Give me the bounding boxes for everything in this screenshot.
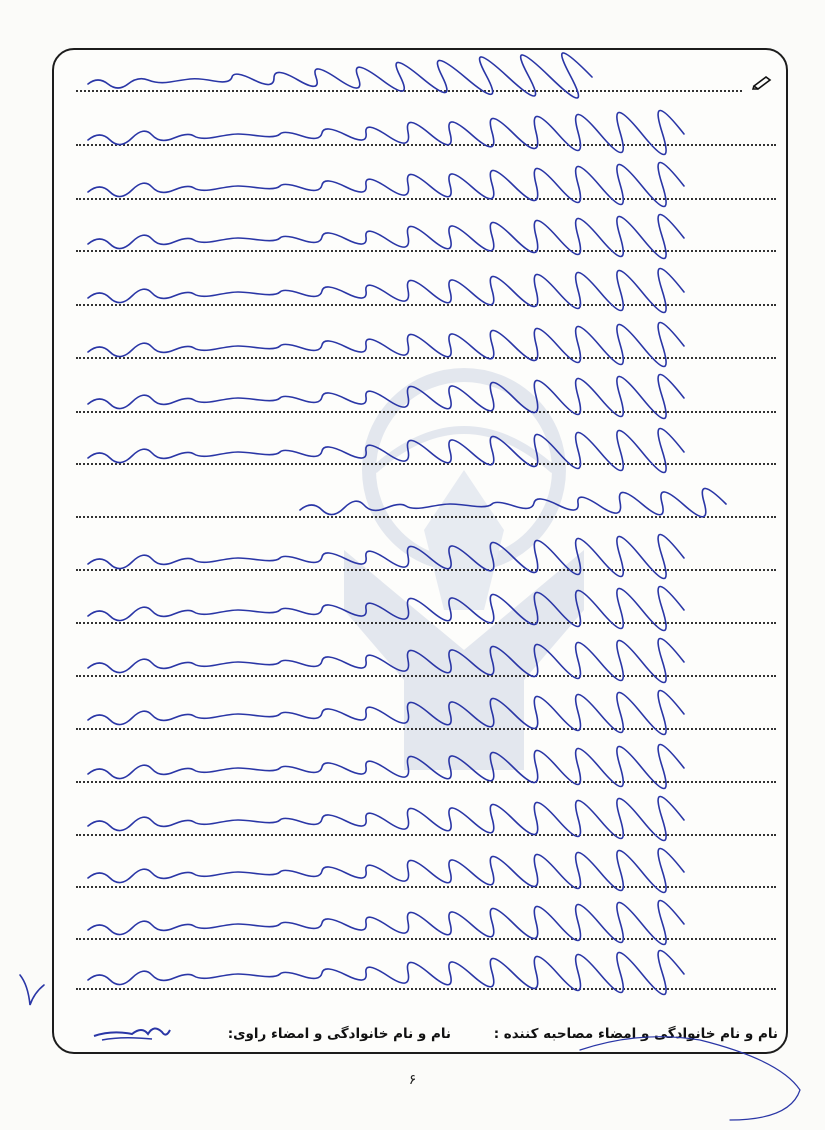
writing-line (76, 304, 776, 306)
writing-line (76, 886, 776, 888)
writing-line (76, 463, 776, 465)
narrator-signature (92, 1020, 172, 1044)
writing-line (76, 516, 776, 518)
writing-line (76, 411, 776, 413)
writing-line (76, 569, 776, 571)
page-number: ۶ (408, 1072, 417, 1088)
writing-line (76, 622, 776, 624)
writing-line (76, 357, 776, 359)
writing-line (76, 675, 776, 677)
writing-line (76, 90, 742, 92)
writing-line (76, 198, 776, 200)
pen-icon (752, 74, 772, 90)
writing-line (76, 728, 776, 730)
interviewer-signature-label: نام و نام خانوادگی و امضاء مصاحبه کننده : (493, 1026, 778, 1042)
interview-form-frame (52, 48, 788, 1054)
writing-line (76, 988, 776, 990)
watermark-emblem-icon (304, 350, 624, 810)
writing-line (76, 834, 776, 836)
writing-line (76, 938, 776, 940)
narrator-signature-label: نام و نام خانوادگی و امضاء راوی: (227, 1026, 451, 1042)
writing-line (76, 144, 776, 146)
writing-line (76, 781, 776, 783)
writing-line (76, 250, 776, 252)
